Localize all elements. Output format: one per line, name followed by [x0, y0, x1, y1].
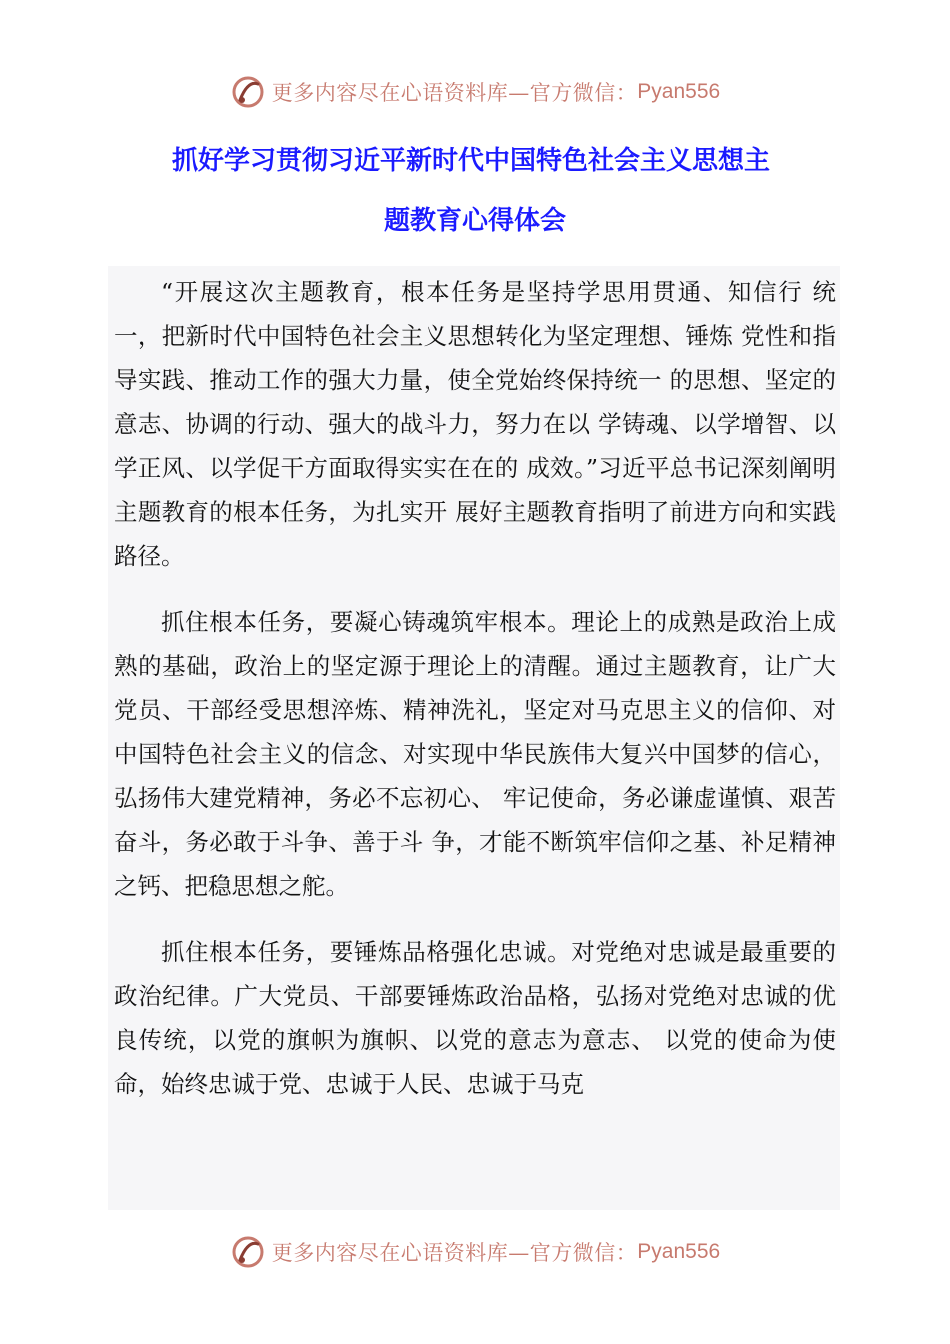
paragraph-1: “开展这次主题教育，根本任务是坚持学思用贯通、知信行 统一，把新时代中国特色社会主义思想转化为坚定理想、锤炼 党性和指导实践、推动工作的强大力量，使全党始终保持统一 的思想、坚定的意志、协调的行动、强大的战斗力，努力在以 学铸魂、以学增智、以学正风、以学促干方面取得实实在在的 成效。”习近平总书记深刻阐明主题教育的根本任务，为扎实开 展好主题教育指明了前进方向和实践路径。 [114, 278, 836, 570]
banner-wechat-id: Pyan556 [637, 80, 721, 103]
document-title-line-1: 抓好学习贯彻习近平新时代中国特色社会主义思想主 [172, 146, 771, 176]
brand-logo-icon [230, 74, 266, 110]
document-body [108, 266, 840, 1210]
paragraph-2: 抓住根本任务，要凝心铸魂筑牢根本。理论上的成熟是政治上成熟的基础，政治上的坚定源于理论上的清醒。通过主题教育，让广大党员、干部经受思想淬炼、精神洗礼，坚定对马克思主义的信仰、对中国特色社会主义的信念、对实现中华民族伟大复兴中国梦的信心，弘扬伟大建党精神，务必不忘初心、 牢记使命，务必谦虚谨慎、艰苦奋斗，务必敢于斗争、善于斗 争，才能不断筑牢信仰之基、补足精神之钙、把稳思想之舵。 [114, 608, 836, 900]
banner-text: 更多内容尽在心语资料库—官方微信： [271, 1241, 638, 1265]
paragraph-3: 抓住根本任务，要锤炼品格强化忠诚。对党绝对忠诚是最重要的政治纪律。广大党员、干部要锤炼政治品格，弘扬对党绝对忠诚的优良传统，以党的旗帜为旗帜、以党的意志为意志、 以党的使命为使命，始终忠诚于党、忠诚于人民、忠诚于马克 [114, 938, 836, 1098]
footer-banner [0, 1232, 950, 1272]
brand-logo-icon [230, 1234, 266, 1270]
document-title-line-2: 题教育心得体会 [383, 206, 566, 236]
banner-wechat-id: Pyan556 [637, 1240, 721, 1263]
header-banner [0, 72, 950, 112]
banner-text: 更多内容尽在心语资料库—官方微信： [271, 81, 638, 105]
